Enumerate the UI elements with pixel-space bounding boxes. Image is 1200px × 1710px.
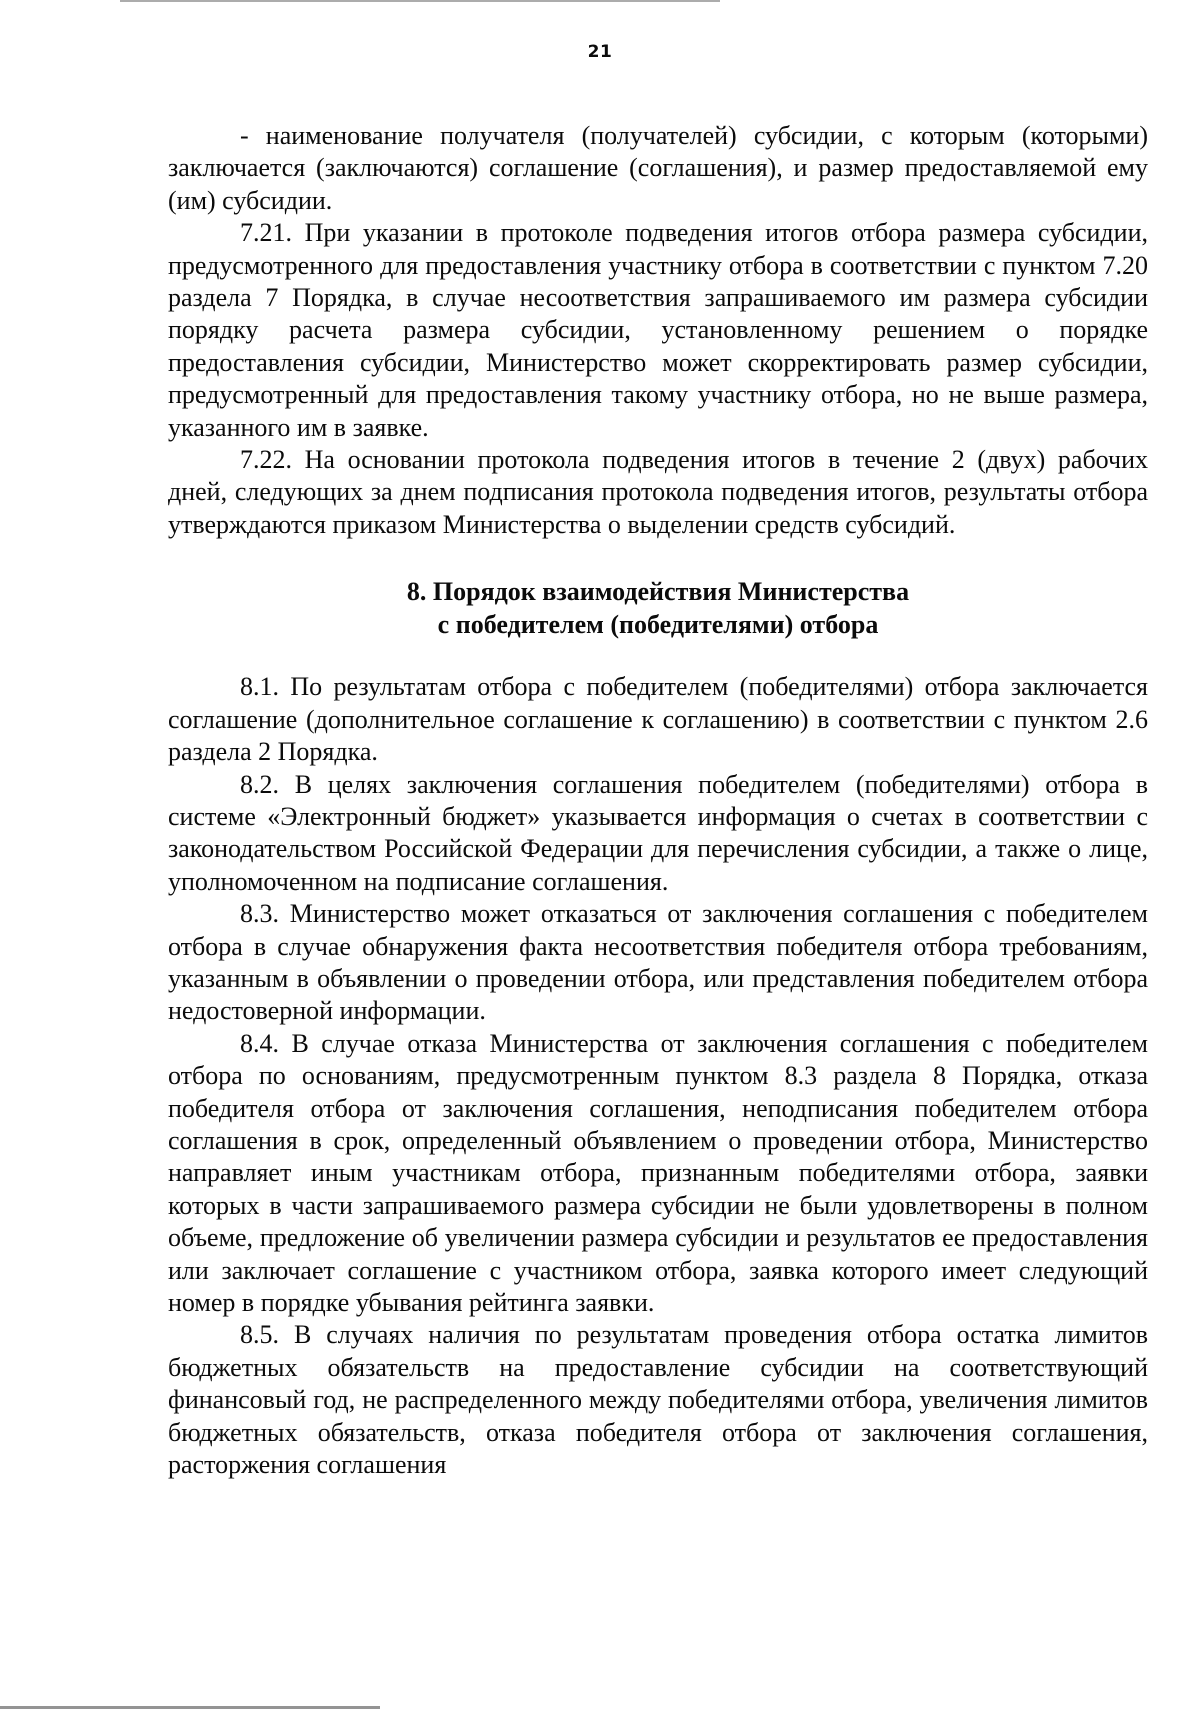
section-heading-line-1: 8. Порядок взаимодействия Министерства [406, 577, 910, 607]
scan-edge-mark-top [120, 0, 720, 2]
scan-edge-mark-bottom [0, 1706, 380, 1709]
paragraph-8-3: 8.3. Министерство может отказаться от заключения соглашения с победителем отбора в случае обнаружения факта несоответствия победителя отбора требованиям, указанным в объявлении о проведении отбора, или представления победителем отбора недостоверной информации. [168, 899, 1148, 1026]
paragraph-7-21: 7.21. При указании в протоколе подведения итогов отбора размера субсидии, предусмотренного для предоставления участнику отбора в соответствии с пунктом 7.20 раздела 7 Порядка, в случае несоответствия запрашиваемого им размера субсидии порядку расчета размера субсидии, установленному решением о порядке предоставления субсидии, Министерство может скорректировать размер субсидии, предусмотренный для предоставления такому участнику отбора, но не выше размера, указанного им в заявке. [168, 218, 1148, 442]
document-body [168, 120, 1148, 1481]
paragraph-8-1: 8.1. По результатам отбора с победителем (победителями) отбора заключается соглашение (дополнительное соглашение к соглашению) в соответствии с пунктом 2.6 раздела 2 Порядка. [168, 672, 1148, 767]
section-heading [168, 575, 1148, 641]
paragraph-recipient-name: - наименование получателя (получателей) субсидии, с которым (которыми) заключается (заключаются) соглашение (соглашения), и размер предоставляемой ему (им) субсидии. [168, 121, 1148, 215]
paragraph-8-2: 8.2. В целях заключения соглашения победителем (победителями) отбора в системе «Электронный бюджет» указывается информация о счетах в соответствии с законодательством Российской Федерации для перечисления субсидии, а также о лице, уполномоченном на подписание соглашения. [168, 769, 1148, 896]
page-number: 21 [587, 42, 613, 62]
section-heading-line-2: с победителем (победителями) отбора [437, 610, 879, 640]
paragraph-7-22: 7.22. На основании протокола подведения итогов в течение 2 (двух) рабочих дней, следующих за днем подписания протокола подведения итогов, результаты отбора утверждаются приказом Министерства о выделении средств субсидий. [168, 445, 1148, 539]
paragraph-8-4: 8.4. В случае отказа Министерства от заключения соглашения с победителем отбора по основаниям, предусмотренным пунктом 8.3 раздела 8 Порядка, отказа победителя отбора от заключения соглашения, неподписания победителем отбора соглашения в срок, определенный объявлением о проведении отбора, Министерство направляет иным участникам отбора, признанным победителями отбора, заявки которых в части запрашиваемого размера субсидии не были удовлетворены в полном объеме, предложение об увеличении размера субсидии и результатов ее предоставления или заключает соглашение с участником отбора, заявка которого имеет следующий номер в порядке убывания рейтинга заявки. [168, 1028, 1148, 1317]
paragraph-8-5: 8.5. В случаях наличия по результатам проведения отбора остатка лимитов бюджетных обязательств на предоставление субсидии на соответствующий финансовый год, не распределенного между победителями отбора, увеличения лимитов бюджетных обязательств, отказа победителя отбора от заключения соглашения, расторжения соглашения [168, 1320, 1148, 1480]
